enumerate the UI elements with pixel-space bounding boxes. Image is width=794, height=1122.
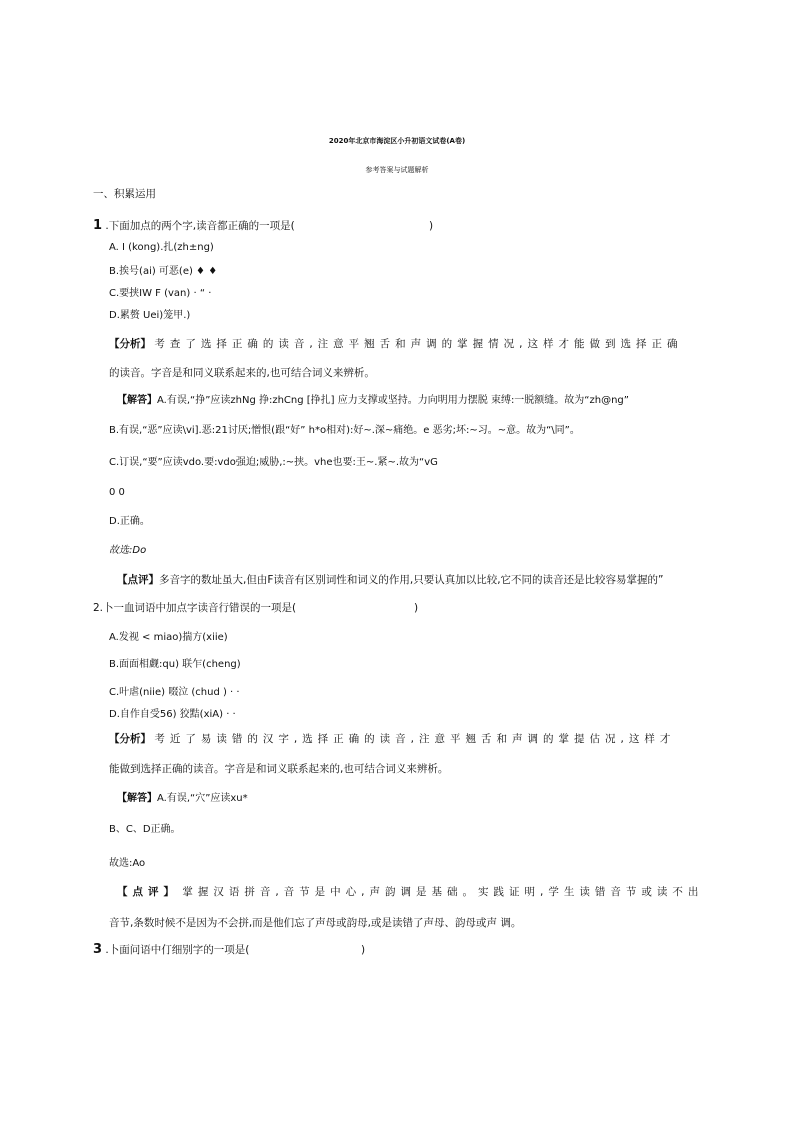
analysis-text-cont: 的读音。字音是和同义联系起来的,也可结合词义来辨析。: [109, 367, 375, 379]
option-b: B.面面相觑:qu) 联乍(cheng): [109, 659, 241, 670]
analysis-tag: 【分析】: [109, 733, 151, 745]
analysis-line: [109, 337, 683, 351]
question-stem: .卜面问语中仃细别字的一项是(: [105, 944, 250, 956]
answer-choice: 故选:Do: [109, 545, 147, 556]
option-a: A.发视 < miao)揣方(xiie): [109, 632, 228, 643]
answer-line: [117, 394, 629, 408]
comment-line: [117, 885, 703, 899]
question-stem-end: ): [414, 602, 419, 614]
answer-text-c: C.订误,“要”应读vdo.要:vdo强迫;威胁,:~挟。vhe也要:王~.紧~.故为“vG: [109, 457, 438, 468]
question-3: [93, 943, 249, 957]
answer-text-d: D.正确。: [109, 516, 150, 527]
answer-text: A.有误,“穴”应读xu*: [157, 793, 248, 804]
option-c: C.叶虐(niie) 啜泣 (chud ) · ·: [109, 687, 240, 698]
option-a: A. I (kong).扎(zh±ng): [109, 242, 214, 253]
answer-tag: 【解答】: [117, 793, 157, 804]
option-b: B.挨号(ai) 可恶(e) ♦ ♦: [109, 266, 218, 277]
analysis-text: 考近了易读错的汉字,选择正确的读音,注意平翘舌和声调的掌提估况,这样才: [154, 733, 676, 745]
question-1: [93, 219, 295, 233]
answer-tag: 【解答】: [117, 395, 157, 406]
answer-line: [117, 792, 248, 806]
option-d: D.自作自受56) 狡黠(xiA) · ·: [109, 709, 236, 720]
comment-line: [117, 573, 664, 587]
question-stem-end: ): [429, 220, 434, 232]
analysis-tag: 【分析】: [109, 338, 151, 350]
section-heading: 一、积累运用: [93, 188, 156, 200]
analysis-line: [109, 732, 675, 746]
comment-text: 掌握汉语拼音,音节是中心,声韵调是基础。实践证明,学生读错音节或读不出: [182, 886, 704, 898]
comment-text: 多音字的数址虽大,但由F读音有区别词性和词义的作用,只要认真加以比较,它不同的读音还是比较容易掌握的”: [159, 574, 664, 586]
document-subtitle: 参考答案与试题解析: [365, 166, 429, 174]
answer-text: A.有误,“挣”应读zhNg 挣:zhCng [挣扎] 应力支撑或坚持。力向明用力摆脱 束缚:一脱额缝。故为“zh@ng”: [157, 395, 629, 406]
question-stem: .下面加点的两个字,读音都正确的一项是(: [105, 220, 295, 232]
analysis-text: 考查了选择正确的读音,注意平翘舌和声调的掌握情况,这样才能做到选择正确: [154, 338, 683, 350]
document-title: 2020年北京市海淀区小升初语文试卷(A卷): [328, 137, 466, 145]
analysis-text-cont: 能做到选择正确的读音。字音是和词义联系起来的,也可结合词义来辨析。: [109, 763, 449, 775]
question-stem-end: ): [361, 944, 366, 956]
comment-tag: 【点评】: [117, 886, 179, 898]
option-d: D.累赘 Uei)笼甲.): [109, 310, 191, 321]
answer-text-bcd: B、C、D正确。: [109, 824, 181, 835]
comment-text-cont: 音节,条数时候不是因为不会拼,而是他们忘了声母或韵母,或是读错了声母、韵母或声 调。: [109, 917, 522, 929]
answer-text-c-cont: 0 0: [109, 487, 125, 498]
answer-text-b: B.有误,“恶”应读\vi].恶:21讨厌;憎恨(跟“好” h*o相对):好~.深~痛绝。e 恶劣;坏:~习。~意。故为“\同”。: [109, 425, 580, 436]
question-2: 2.卜一血词语中加点字读音行错误的一项是(: [93, 602, 297, 614]
comment-tag: 【点评】: [117, 574, 159, 586]
question-number: 1: [93, 218, 103, 233]
answer-choice: 故选:Ao: [109, 858, 146, 869]
question-number: 3: [93, 942, 103, 957]
option-c: C.要挟IW F (van) · “ ·: [109, 288, 212, 299]
